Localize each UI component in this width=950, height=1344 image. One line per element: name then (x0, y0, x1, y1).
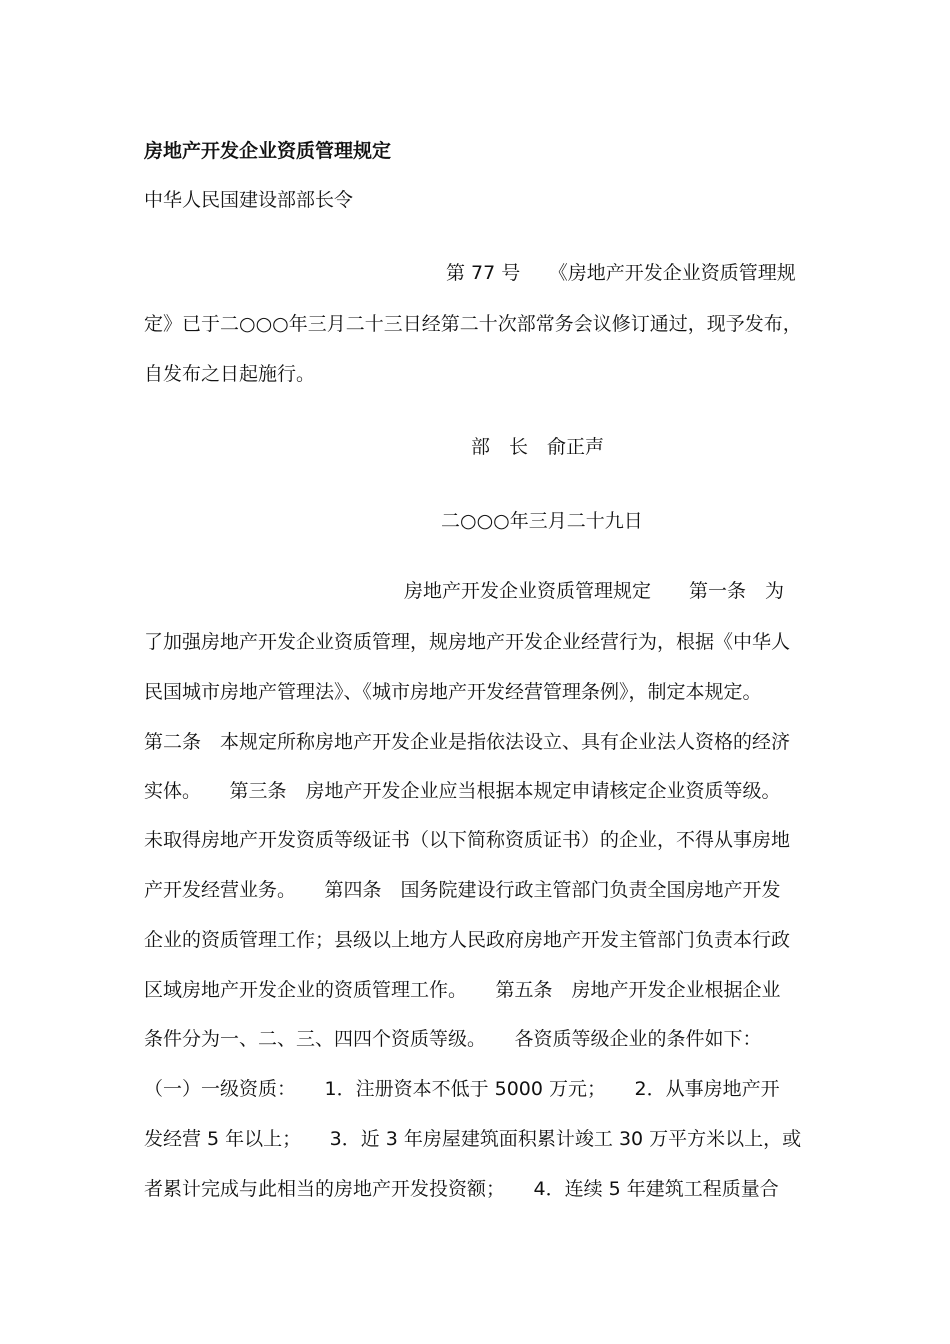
body-line: 者累计完成与此相当的房地产开发投资额； 4．连续 5 年建筑工程质量合 (144, 1178, 779, 1200)
body-line: 区域房地产开发企业的资质管理工作。 第五条 房地产开发企业根据企业 (144, 979, 781, 1001)
issuer-line: 中华人民国建设部部长令 (144, 189, 354, 211)
body-line: 第二条 本规定所称房地产开发企业是指依法设立、具有企业法人资格的经济 (144, 731, 791, 753)
date-line: 二○○○年三月二十九日 (441, 510, 643, 532)
body-line: 了加强房地产开发企业资质管理，规房地产开发企业经营行为，根据《中华人 (144, 631, 791, 653)
body-line: 发经营 5 年以上； 3．近 3 年房屋建筑面积累计竣工 30 万平方米以上，或 (144, 1128, 802, 1150)
body-line: 实体。 第三条 房地产开发企业应当根据本规定申请核定企业资质等级。 (144, 780, 781, 802)
body-line: 房地产开发企业资质管理规定 第一条 为 (404, 580, 785, 602)
body-line: 条件分为一、二、三、四四个资质等级。 各资质等级企业的条件如下： (144, 1028, 762, 1050)
order-line: 第 77 号 《房地产开发企业资质管理规 (446, 262, 796, 284)
document-title: 房地产开发企业资质管理规定 (144, 140, 392, 162)
body-line: 民国城市房地产管理法》、《城市房地产开发经营管理条例》，制定本规定。 (144, 681, 762, 703)
order-line: 定》已于二○○○年三月二十三日经第二十次部常务会议修订通过，现予发布， (144, 313, 802, 335)
body-line: （一）一级资质： 1．注册资本不低于 5000 万元； 2．从事房地产开 (144, 1078, 780, 1100)
order-line: 自发布之日起施行。 (144, 363, 316, 385)
signature-line: 部 长 俞正声 (471, 436, 605, 458)
body-line: 未取得房地产开发资质等级证书（以下简称资质证书）的企业，不得从事房地 (144, 829, 791, 851)
body-line: 产开发经营业务。 第四条 国务院建设行政主管部门负责全国房地产开发 (144, 879, 781, 901)
body-line: 企业的资质管理工作；县级以上地方人民政府房地产开发主管部门负责本行政 (144, 929, 791, 951)
